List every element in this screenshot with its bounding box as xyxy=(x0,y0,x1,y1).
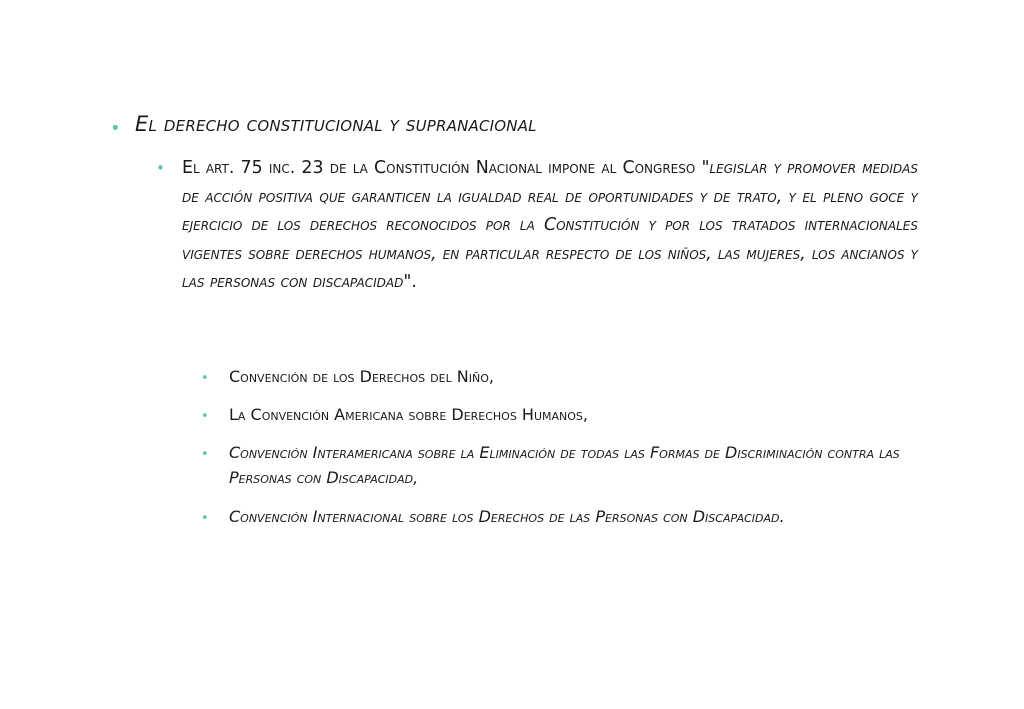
treaty-item: Convención de los Derechos del Niño, xyxy=(229,367,494,386)
bullet-icon: • xyxy=(201,447,209,462)
bullet-icon: • xyxy=(201,371,209,386)
treaty-item: La Convención Americana sobre Derechos Humanos, xyxy=(229,405,588,424)
intro-paragraph xyxy=(182,154,918,297)
bullet-icon: • xyxy=(110,118,121,139)
bullet-icon: • xyxy=(201,409,209,424)
intro-lead: El art. 75 inc. 23 de la Constitución Nacional impone al Congreso xyxy=(182,158,702,178)
intro-quote: "legislar y promover medidas de acción positiva que garanticen la igualdad real de oportunidades y de trato, y el pleno goce y ejercicio de los derechos reconocidos por la Constitución y por los tratados internacionales vigentes sobre derechos humanos, en particular respecto de los niños, las mujeres, los ancianos y las personas con discapacidad xyxy=(182,158,918,293)
bullet-icon: • xyxy=(201,511,209,526)
intro-tail: ". xyxy=(403,272,417,293)
treaty-item: Convención Internacional sobre los Derechos de las Personas con Discapacidad. xyxy=(229,507,785,526)
bullet-icon: • xyxy=(156,159,165,177)
slide-heading: El derecho constitucional y supranacional xyxy=(135,112,537,136)
treaty-item: Convención Interamericana sobre la Eliminación de todas las Formas de Discriminación contra las Personas con Discapacidad, xyxy=(229,443,900,487)
